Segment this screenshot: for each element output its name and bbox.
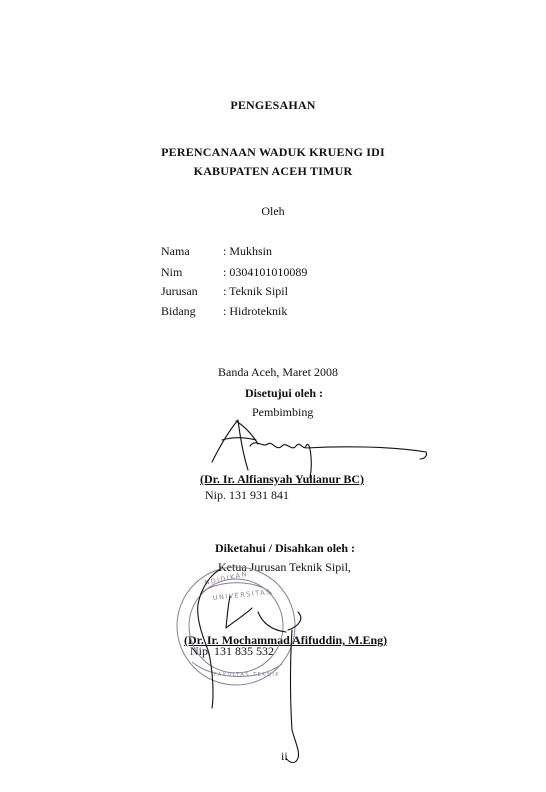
svg-text:UNIVERSITAS: UNIVERSITAS <box>212 587 273 602</box>
title-line-2: KABUPATEN ACEH TIMUR <box>193 164 353 178</box>
identity-value: : 0304101010089 <box>223 265 308 279</box>
supervisor-role: Pembimbing <box>252 405 314 419</box>
svg-text:FAKULTAS TEKNIK: FAKULTAS TEKNIK <box>214 672 281 678</box>
svg-text:NDIDIKAN: NDIDIKAN <box>203 569 249 587</box>
approved-by-label: Disetujui oleh : <box>245 386 323 400</box>
head-nip: Nip. 131 835 532 <box>190 644 274 658</box>
identity-label: Nim <box>161 265 183 279</box>
identity-label: Nama <box>161 244 190 258</box>
identity-value: : Teknik Sipil <box>223 284 288 298</box>
place-date: Banda Aceh, Maret 2008 <box>218 365 338 379</box>
identity-value: : Hidroteknik <box>223 304 288 318</box>
page-number: ii <box>281 749 288 763</box>
head-role: Ketua Jurusan Teknik Sipil, <box>218 560 351 574</box>
head-name: (Dr. Ir. Mochammad Afifuddin, M.Eng) <box>184 633 388 647</box>
supervisor-name: (Dr. Ir. Alfiansyah Yulianur BC) <box>200 472 365 486</box>
identity-label: Bidang <box>161 304 196 318</box>
title-line-1: PERENCANAAN WADUK KRUENG IDI <box>161 145 385 159</box>
supervisor-nip: Nip. 131 931 841 <box>205 488 289 502</box>
acknowledged-by-label: Diketahui / Disahkan oleh : <box>215 541 356 555</box>
by-label: Oleh <box>261 204 285 218</box>
heading: PENGESAHAN <box>230 98 316 112</box>
identity-value: : Mukhsin <box>223 244 273 258</box>
identity-label: Jurusan <box>161 284 198 298</box>
